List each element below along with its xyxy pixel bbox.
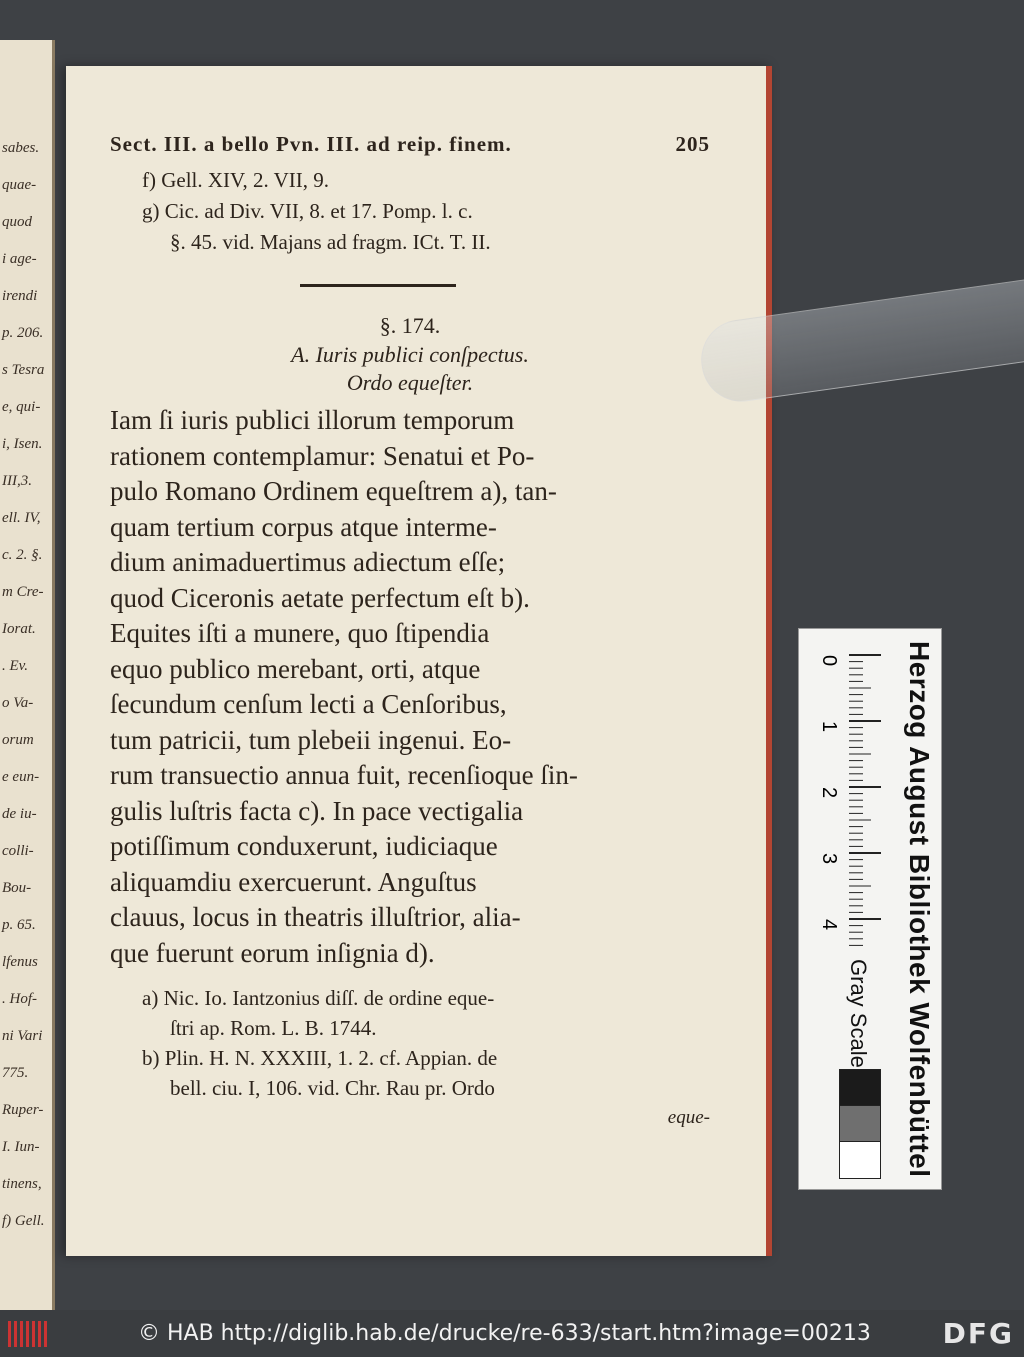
body-line: Equites iſti a munere, quo ſtipendia [110, 618, 490, 648]
left-page-fragment: ell. IV, [2, 510, 41, 526]
footer-bar [0, 1310, 1024, 1357]
left-page-fragment: i age- [2, 251, 37, 267]
left-page-fragment: 775. [2, 1065, 29, 1081]
footnote-f: f) Gell. XIV, 2. VII, 9. [142, 168, 330, 192]
left-page-fragment: c. 2. §. [2, 547, 43, 563]
body-line: ſecundum cenſum lecti a Cenſoribus, [110, 689, 507, 719]
body-line: quod Ciceronis aetate perfectum eſt b). [110, 582, 530, 613]
running-head-title: Sect. III. a bello Pvn. III. ad reip. finem. [110, 132, 512, 156]
gray-patch-white [839, 1141, 881, 1179]
left-page-fragment: f) Gell. [2, 1213, 45, 1229]
page-number: 205 [675, 132, 710, 156]
body-text [110, 403, 710, 971]
section-subtitle: Ordo equeſter. [346, 370, 474, 395]
body-line: equo publico merebant, orti, atque [110, 653, 481, 684]
left-page-fragment: e eun- [2, 769, 40, 785]
ruler-label: 3 [818, 853, 840, 865]
footnote-g-cont: §. 45. vid. Majans ad fragm. ICt. T. II. [170, 230, 491, 254]
section-rule [300, 284, 456, 287]
running-head [110, 132, 710, 157]
body-line: tum patricii, tum plebeii ingenui. Eo- [110, 724, 512, 755]
footnote-b: b) Plin. H. N. XXXIII, 1. 2. cf. Appian. de [142, 1046, 498, 1070]
ruler-label: 2 [818, 787, 840, 799]
ruler-label: 1 [818, 721, 840, 733]
left-page-fragment: o Va- [2, 695, 34, 711]
left-page-fragment: III,3. [2, 473, 32, 489]
body-line: Iam ſi iuris publici illorum temporum [110, 405, 515, 435]
left-page-fragment: p. 206. [2, 325, 44, 341]
gray-scale-label: Gray Scale [846, 959, 871, 1068]
left-page-fragment: Bou- [2, 880, 32, 896]
footnote-a-cont: ſtri ap. Rom. L. B. 1744. [170, 1016, 377, 1040]
section-number: §. 174. [379, 313, 441, 338]
ruler-label: 0 [818, 655, 840, 667]
left-page-fragment: I. Iun- [2, 1139, 40, 1155]
left-page-fragment: . Hof- [2, 991, 37, 1007]
footnotes-top [110, 165, 710, 258]
body-line: aliquamdiu exercuerunt. Anguſtus [110, 866, 477, 897]
body-line: pulo Romano Ordinem equeſtrem a), tan- [110, 476, 557, 506]
body-line: potiſſimum conduxerunt, iudiciaque [110, 831, 498, 861]
gray-patch-dark [839, 1069, 881, 1107]
left-page-fragment: quod [2, 214, 32, 230]
body-line: que fuerunt eorum inſignia d). [110, 937, 435, 968]
barcode-icon [8, 1321, 48, 1347]
ruler [805, 635, 885, 955]
ruler-label: 4 [818, 919, 840, 931]
left-page-fragment: lfenus [2, 954, 38, 970]
left-page-fragment: ni Vari [2, 1028, 43, 1044]
page-text [110, 132, 710, 1129]
left-page-fragment: quae- [2, 177, 37, 193]
left-page-fragment: s Tesra [2, 362, 45, 378]
body-line: quam tertium corpus atque interme- [110, 511, 497, 542]
body-line: gulis luſtris facta c). In pace vectigalia [110, 795, 524, 826]
section-title: A. Iuris publici conſpectus. [291, 342, 529, 367]
color-scale-card [798, 628, 942, 1190]
left-page-fragment: irendi [2, 288, 38, 304]
left-page-fragment: m Cre- [2, 584, 44, 600]
footnote-b-cont: bell. ciu. I, 106. vid. Chr. Rau pr. Ordo [170, 1076, 495, 1100]
library-name: Herzog August Bibliothek Wolfenbüttel [904, 641, 935, 1178]
dfg-logo: DFG [942, 1317, 1014, 1350]
left-page-fragment: orum [2, 732, 34, 748]
body-line: clauus, locus in theatris illuſtrior, alia- [110, 902, 521, 932]
book-page [66, 66, 772, 1256]
left-page-fragment: i, Isen. [2, 436, 43, 452]
body-line: rum transuectio annua fuit, recenſioque ſin- [110, 760, 578, 790]
left-page-fragment: tinens, [2, 1176, 42, 1192]
catchword: eque- [667, 1107, 710, 1128]
left-page-fragment: de iu- [2, 806, 37, 822]
left-page-fragment: colli- [2, 843, 34, 859]
body-line: rationem contemplamur: Senatui et Po- [110, 440, 535, 471]
copyright-link[interactable]: © HAB http://diglib.hab.de/drucke/re-633/start.htm?image=00213 [138, 1321, 871, 1346]
left-page-fragment: p. 65. [2, 917, 36, 933]
left-page-edge [0, 40, 55, 1310]
body-line: dium animaduertimus adiectum eſſe; [110, 547, 506, 577]
footnote-g: g) Cic. ad Div. VII, 8. et 17. Pomp. l. c. [142, 199, 473, 223]
left-page-fragment: . Ev. [2, 658, 28, 674]
footnote-a: a) Nic. Io. Iantzonius diſſ. de ordine eque- [142, 986, 495, 1010]
left-page-fragment: Iorat. [2, 621, 36, 637]
footnotes-bottom [110, 983, 710, 1103]
left-page-fragment: Ruper- [2, 1102, 44, 1118]
left-page-fragment: e, qui- [2, 399, 41, 415]
left-page-fragment: sabes. [2, 140, 40, 156]
gray-patch-mid [839, 1105, 881, 1143]
